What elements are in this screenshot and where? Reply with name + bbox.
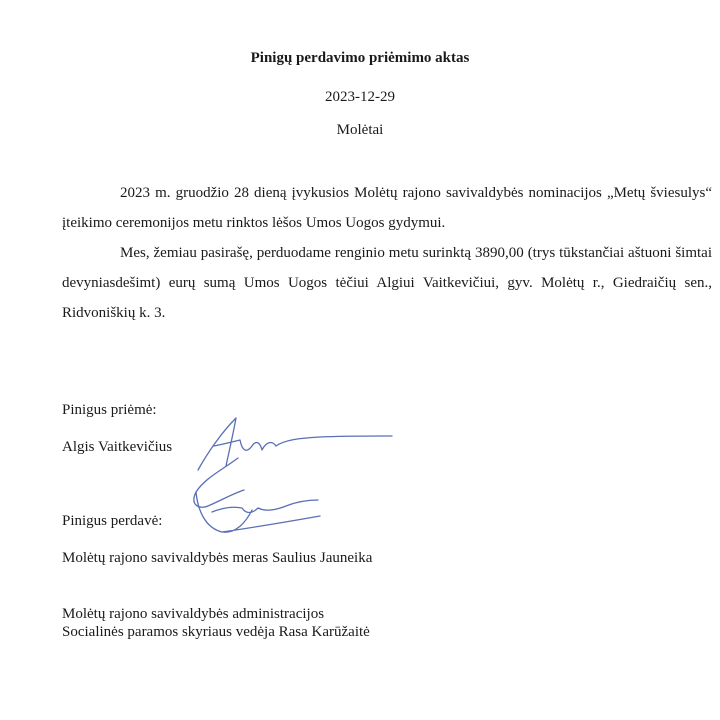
- handed-name: Molėtų rajono savivaldybės meras Saulius Jauneika: [62, 550, 373, 566]
- received-name: Algis Vaitkevičius: [62, 439, 173, 455]
- administration-line-1: Molėtų rajono savivaldybės administracijos: [62, 606, 325, 622]
- paragraph-transfer: Mes, žemiau pasirašę, perduodame renginio metu surinktą 3890,00 (trys tūkstančiai aštuoni šimtai devyniasdešimt) eurų sumą Umos Uogos tėčiui Algiui Vaitkevičiui, gyv. Molėtų r., Giedraičių sen., Ridvoniškių k. 3.: [62, 245, 712, 321]
- signature-received: [198, 418, 392, 470]
- handed-label: Pinigus perdavė:: [62, 513, 163, 529]
- administration-line-2: Socialinės paramos skyriaus vedėja Rasa Karūžaitė: [62, 624, 370, 640]
- document-date: 2023-12-29: [325, 89, 395, 105]
- signature-handed: [194, 458, 320, 532]
- document-place: Molėtai: [336, 122, 384, 138]
- document-title: Pinigų perdavimo priėmimo aktas: [250, 50, 470, 66]
- received-label: Pinigus priėmė:: [62, 402, 157, 418]
- paragraph-event: 2023 m. gruodžio 28 dieną įvykusios Molėtų rajono savivaldybės nominacijos „Metų šviesulys“ įteikimo ceremonijos metu rinktos lėšos Umos Uogos gydymui.: [62, 185, 712, 231]
